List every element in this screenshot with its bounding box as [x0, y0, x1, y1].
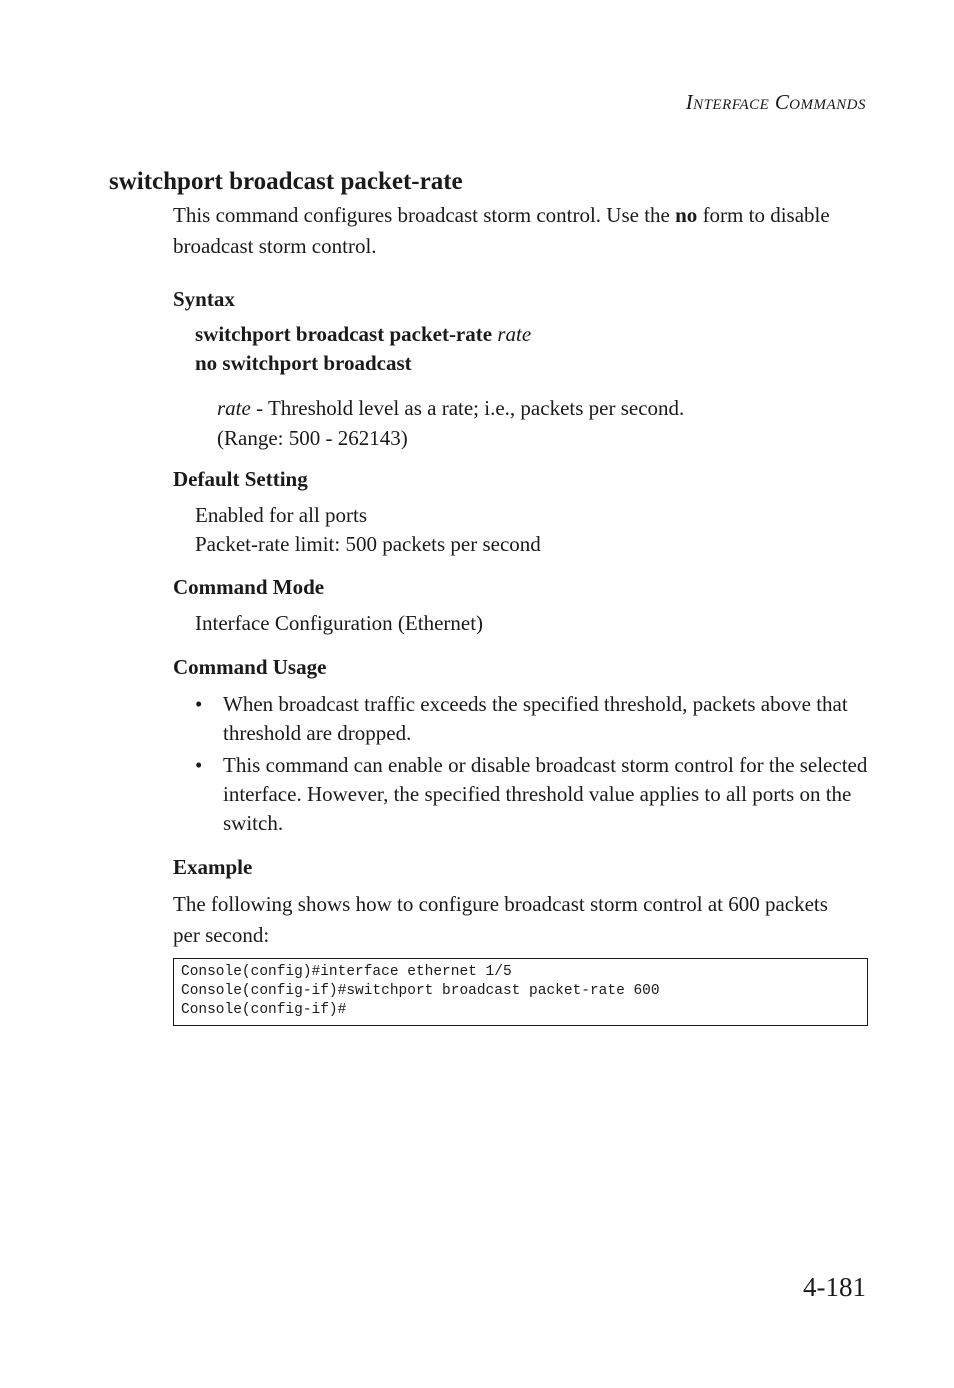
param-description [217, 393, 857, 453]
command-mode-heading: Command Mode [173, 575, 325, 599]
code-line: Console(config-if)#switchport broadcast packet-rate 600 [181, 983, 660, 999]
header-initial-2: C [774, 90, 790, 114]
page-number: 4-181 [803, 1272, 866, 1302]
syntax-command: switchport broadcast packet-rate [195, 322, 493, 346]
header-rest-2: OMMANDS [789, 97, 866, 113]
usage-list [195, 690, 870, 841]
list-item [195, 690, 870, 748]
intro-text-before: This command configures broadcast storm control. Use the [173, 203, 676, 227]
command-mode-value: Interface Configuration (Ethernet) [195, 611, 484, 635]
param-desc: - Threshold level as a rate; i.e., packets per second. [250, 396, 685, 420]
code-example [173, 958, 868, 1026]
intro-keyword: no [675, 203, 698, 227]
intro-paragraph [173, 200, 863, 262]
command-title: switchport broadcast packet-rate [109, 168, 463, 195]
default-line-1: Enabled for all ports [195, 503, 368, 527]
command-usage-heading: Command Usage [173, 655, 327, 679]
list-item [195, 751, 870, 838]
bullet-icon: • [195, 753, 203, 777]
default-line-2: Packet-rate limit: 500 packets per second [195, 532, 541, 556]
header-initial-1: I [685, 90, 694, 114]
example-heading: Example [173, 855, 253, 879]
syntax-line-2: no switchport broadcast [195, 351, 412, 375]
running-header [686, 90, 866, 115]
header-rest-1: NTERFACE [693, 97, 770, 113]
intro-text-after: form to disable broadcast storm control. [173, 203, 830, 258]
usage-text: This command can enable or disable broadcast storm control for the selected interface. However, the specified threshold value applies to all ports on the switch. [223, 753, 868, 835]
syntax-heading: Syntax [173, 287, 235, 311]
code-line: Console(config-if)# [181, 1002, 347, 1018]
example-intro: The following shows how to configure broadcast storm control at 600 packets per second: [173, 892, 828, 947]
code-line: Console(config)#interface ethernet 1/5 [181, 964, 512, 980]
syntax-param: rate [497, 322, 532, 346]
usage-text: When broadcast traffic exceeds the specified threshold, packets above that threshold are dropped. [223, 692, 848, 745]
default-setting-heading: Default Setting [173, 467, 308, 491]
param-range: (Range: 500 - 262143) [217, 426, 408, 450]
bullet-icon: • [195, 692, 203, 716]
syntax-line-1 [195, 322, 531, 347]
param-name: rate [217, 396, 251, 420]
